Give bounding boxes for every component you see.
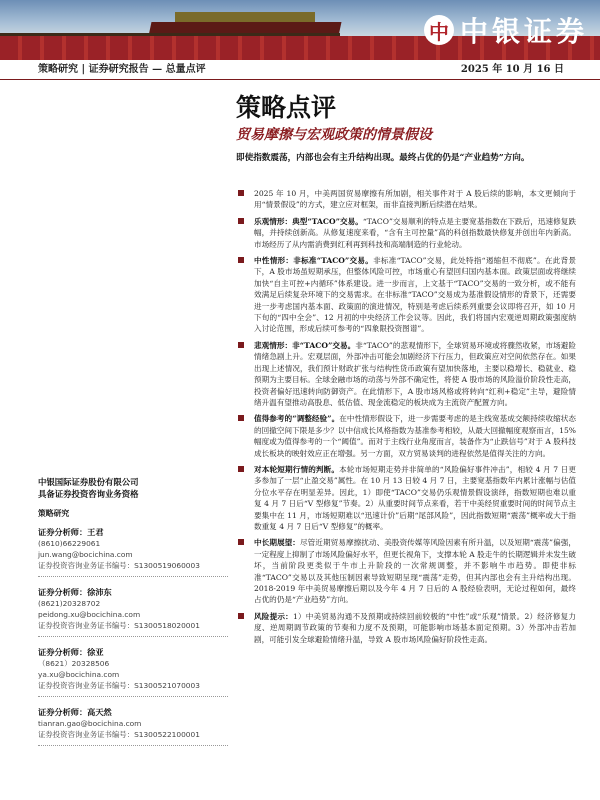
list-item bbox=[236, 611, 576, 645]
analyst-card bbox=[38, 523, 228, 577]
analyst-email-link[interactable]: jun.wang@bocichina.com bbox=[38, 550, 133, 559]
item-label: 风险提示： bbox=[254, 611, 293, 621]
analyst-phone: (8621)20328702 bbox=[38, 599, 101, 608]
item-label: 乐观情形：典型“TACO”交易。 bbox=[254, 216, 363, 226]
analyst-cert: 证券投资咨询业务证书编号：S1300522100001 bbox=[38, 730, 200, 739]
item-text: 2025 年 10 月，中美两国贸易摩擦有所加剧，相关事件对于 A 股后续的影响，本文更倾向于用“情景假设”的方式，建立应对框架，而非直接判断后续潜在结果。 bbox=[254, 189, 576, 210]
bullet-square-icon bbox=[238, 466, 244, 472]
item-text: 本轮市场短期走势并非简单的“风险偏好事件冲击”，相较 4 月 7 日更多参加了一层“止盈交易”属性。在 10 月 13 日较 4 月 7 日，主要宽基指数年内累计涨幅与估值分位水平存在明显差异。因此，1）即使“TACO”交易仍乐观情景假设演绎，指数短期也难以重复 4 月 7 日后“V 型修复”节奏。2）从重要时间节点来看，若干中美经贸重要时间的时间节点主要集中在 11 月，市场短期难以“迅速计价”后期“尾部风险”，因此指数短期“震荡”概率或大于指数重复 4 月 7 日后“V 型修复”的概率。 bbox=[254, 464, 576, 531]
analyst-phone: (8610)66229061 bbox=[38, 539, 101, 548]
bullet-square-icon bbox=[238, 415, 244, 421]
bullet-square-icon bbox=[238, 342, 244, 348]
analyst-cert: 证券投资咨询业务证书编号：S1300519060003 bbox=[38, 561, 200, 570]
analyst-card bbox=[38, 703, 228, 746]
brand-logo bbox=[370, 0, 600, 60]
list-item bbox=[236, 537, 576, 605]
item-label: 悲观情形：非“TACO”交易。 bbox=[254, 340, 356, 350]
report-lead: 即使指数震荡，内部也会有主升结构出现。最终占优的仍是“产业趋势”方向。 bbox=[236, 153, 530, 163]
analyst-cert: 证券投资咨询业务证书编号：S1300518020001 bbox=[38, 621, 200, 630]
bullet-square-icon bbox=[238, 218, 244, 224]
bullet-square-icon bbox=[238, 190, 244, 196]
item-label: 中性情形：非标准“TACO”交易。 bbox=[254, 256, 374, 266]
item-label: 对本轮短期行情的判断。 bbox=[254, 464, 340, 474]
report-date: 2025 年 10 月 16 日 bbox=[460, 64, 564, 75]
analyst-sidebar bbox=[38, 476, 228, 752]
analyst-email-link[interactable]: peidong.xu@bocichina.com bbox=[38, 610, 141, 619]
bullet-square-icon bbox=[238, 613, 244, 619]
item-label: 中长期展望： bbox=[254, 538, 300, 548]
bank-logo-icon: 中 bbox=[424, 15, 454, 45]
list-item bbox=[236, 188, 576, 211]
analyst-name: 证券分析师：高天然 bbox=[38, 707, 112, 717]
company-qualification: 具备证券投资咨询业务资格 bbox=[38, 489, 139, 499]
analyst-cert: 证券投资咨询业务证书编号：S1300521070003 bbox=[38, 681, 200, 690]
report-title: 策略点评 bbox=[236, 93, 337, 122]
breadcrumb: 策略研究 | 证券研究报告 — 总量点评 bbox=[38, 64, 206, 75]
list-item bbox=[236, 464, 576, 532]
analyst-name: 证券分析师：王君 bbox=[38, 527, 104, 537]
item-text: 尽管近期贸易摩擦扰动、美股资传媒等风险因素有所升温，以及短期“震荡”偏强，一定程度上抑制了市场风险偏好水平，但更长视角下，支撑本轮 A 股走牛的长期逻辑并未发生破坏，当前阶段更类似于牛市上升阶段的一次常规调整，并不影响牛市趋势。即使非标准“TACO”交易以及其他压制因素导致短期呈现“震荡”走势，但其内部也会有主升结构出现。2018-2019 年中美贸易摩擦后期以及今年 4 月 7 日后的 A 股经验表明，无论过程如何，最终占优的仍是“产业趋势”方向。 bbox=[254, 538, 577, 605]
banner-building-top bbox=[175, 12, 315, 22]
report-body bbox=[236, 188, 576, 650]
item-text: 非标准“TACO”交易，此处特指“遏缩但不彻底”。在此背景下，A 股市场虽短期承压，但整体风险可控，市场重心有望回归国内基本面。政策层面或将继续加快“自主可控+内循环”体系建设。进一步而言，上文基于“TACO”交易的一致分析，或不能有效满足后续复杂环境下的交易需求。在非标准“TACO”交易成为基准假设情形的背景下，还需要进一步考虑国内基本面、政策面的演进情况，特别是考虑后续系列重要会议即将召开，如 10 月下旬的“四中全会”、12 月初的中央经济工作会议等。因此，我们将国内宏观逆周期政策强度纳入讨论范围，形成后续可参考的“四象限投资图谱”。 bbox=[254, 256, 576, 334]
analyst-email-link[interactable]: ya.xu@bocichina.com bbox=[38, 670, 120, 679]
item-text: 非“TACO”的悲观情形下，全球贸易环境或将骤然收紧，市场避险情绪急剧上升。宏观层面，外部冲击可能会加剧经济下行压力，但政策应对空间依然存在。如果出现上述情况，我们预计财政扩张与结构性货币政策有望加快落地，主要以稳增长、稳就业、稳预期为主要目标。全球金融市场的动荡与外部不确定性，将使 A 股市场的风险溢价阶段性走高，投资者偏好迅速转向防御资产。在此情形下，A 股市场风格或将转向“红利+稳定”主导，避险情绪升温有望推动高股息、低估值、现金流稳定的板块成为主流资产配置方向。 bbox=[254, 340, 576, 407]
list-item bbox=[236, 255, 576, 335]
item-label: 值得参考的“调整经验”。 bbox=[254, 414, 340, 424]
header-banner bbox=[0, 0, 600, 60]
list-item bbox=[236, 216, 576, 250]
analyst-name: 证券分析师：徐亚 bbox=[38, 647, 104, 657]
list-item bbox=[236, 413, 576, 459]
analyst-phone: （8621）20328506 bbox=[38, 659, 110, 668]
item-text: 1）中美贸易沟通不及预期或持续回前较极的“中性”或“乐观”情景。2）经济修复力度、逆周期调节政策的节奏和力度不及预期，可能影响市场基本面定预期。3）外部冲击若加剧，可能引发全球避险情绪升温，导致 A 股市场风险偏好阶段性走高。 bbox=[254, 611, 577, 644]
analyst-card bbox=[38, 583, 228, 637]
bullet-square-icon bbox=[238, 257, 244, 263]
team-label: 策略研究 bbox=[38, 509, 70, 518]
report-subtitle: 贸易摩擦与宏观政策的情景假设 bbox=[236, 127, 432, 143]
brand-name: 中银证券 bbox=[459, 15, 588, 48]
analyst-email-link[interactable]: tianran.gao@bocichina.com bbox=[38, 719, 142, 728]
item-text: 在中性情形假设下，进一步需要考虑的是主线宽基成交额持续收缩状态的回撤空间下限是多少？以中信成长风格指数为基准参考相较，从最大回撤幅度观察而言，15%幅度或为值得参考的一个“阈值”。而对于主线行业角度而言，装备作为“止跌信号”对于 A 股科技成长板块的映射效应正在增强。另一方面，双方贸易谈判的进程依然是值得关注的方向。 bbox=[254, 414, 576, 458]
bullet-square-icon bbox=[238, 539, 244, 545]
analyst-card bbox=[38, 643, 228, 697]
report-header-bar bbox=[0, 60, 600, 80]
list-item bbox=[236, 340, 576, 408]
item-text: “TACO”交易顺利的特点是主要宽基指数在下跌后，迅速修复跌幅，并持续创新高。从修复速度来看，“含有主可控量”高的科创指数最快修复并创出年内新高。市场经历了从内需消费到红利再到科技和高端制造的行业轮动。 bbox=[254, 216, 576, 249]
analyst-name: 证券分析师：徐沛东 bbox=[38, 587, 112, 597]
company-name: 中银国际证券股份有限公司 bbox=[38, 477, 139, 487]
